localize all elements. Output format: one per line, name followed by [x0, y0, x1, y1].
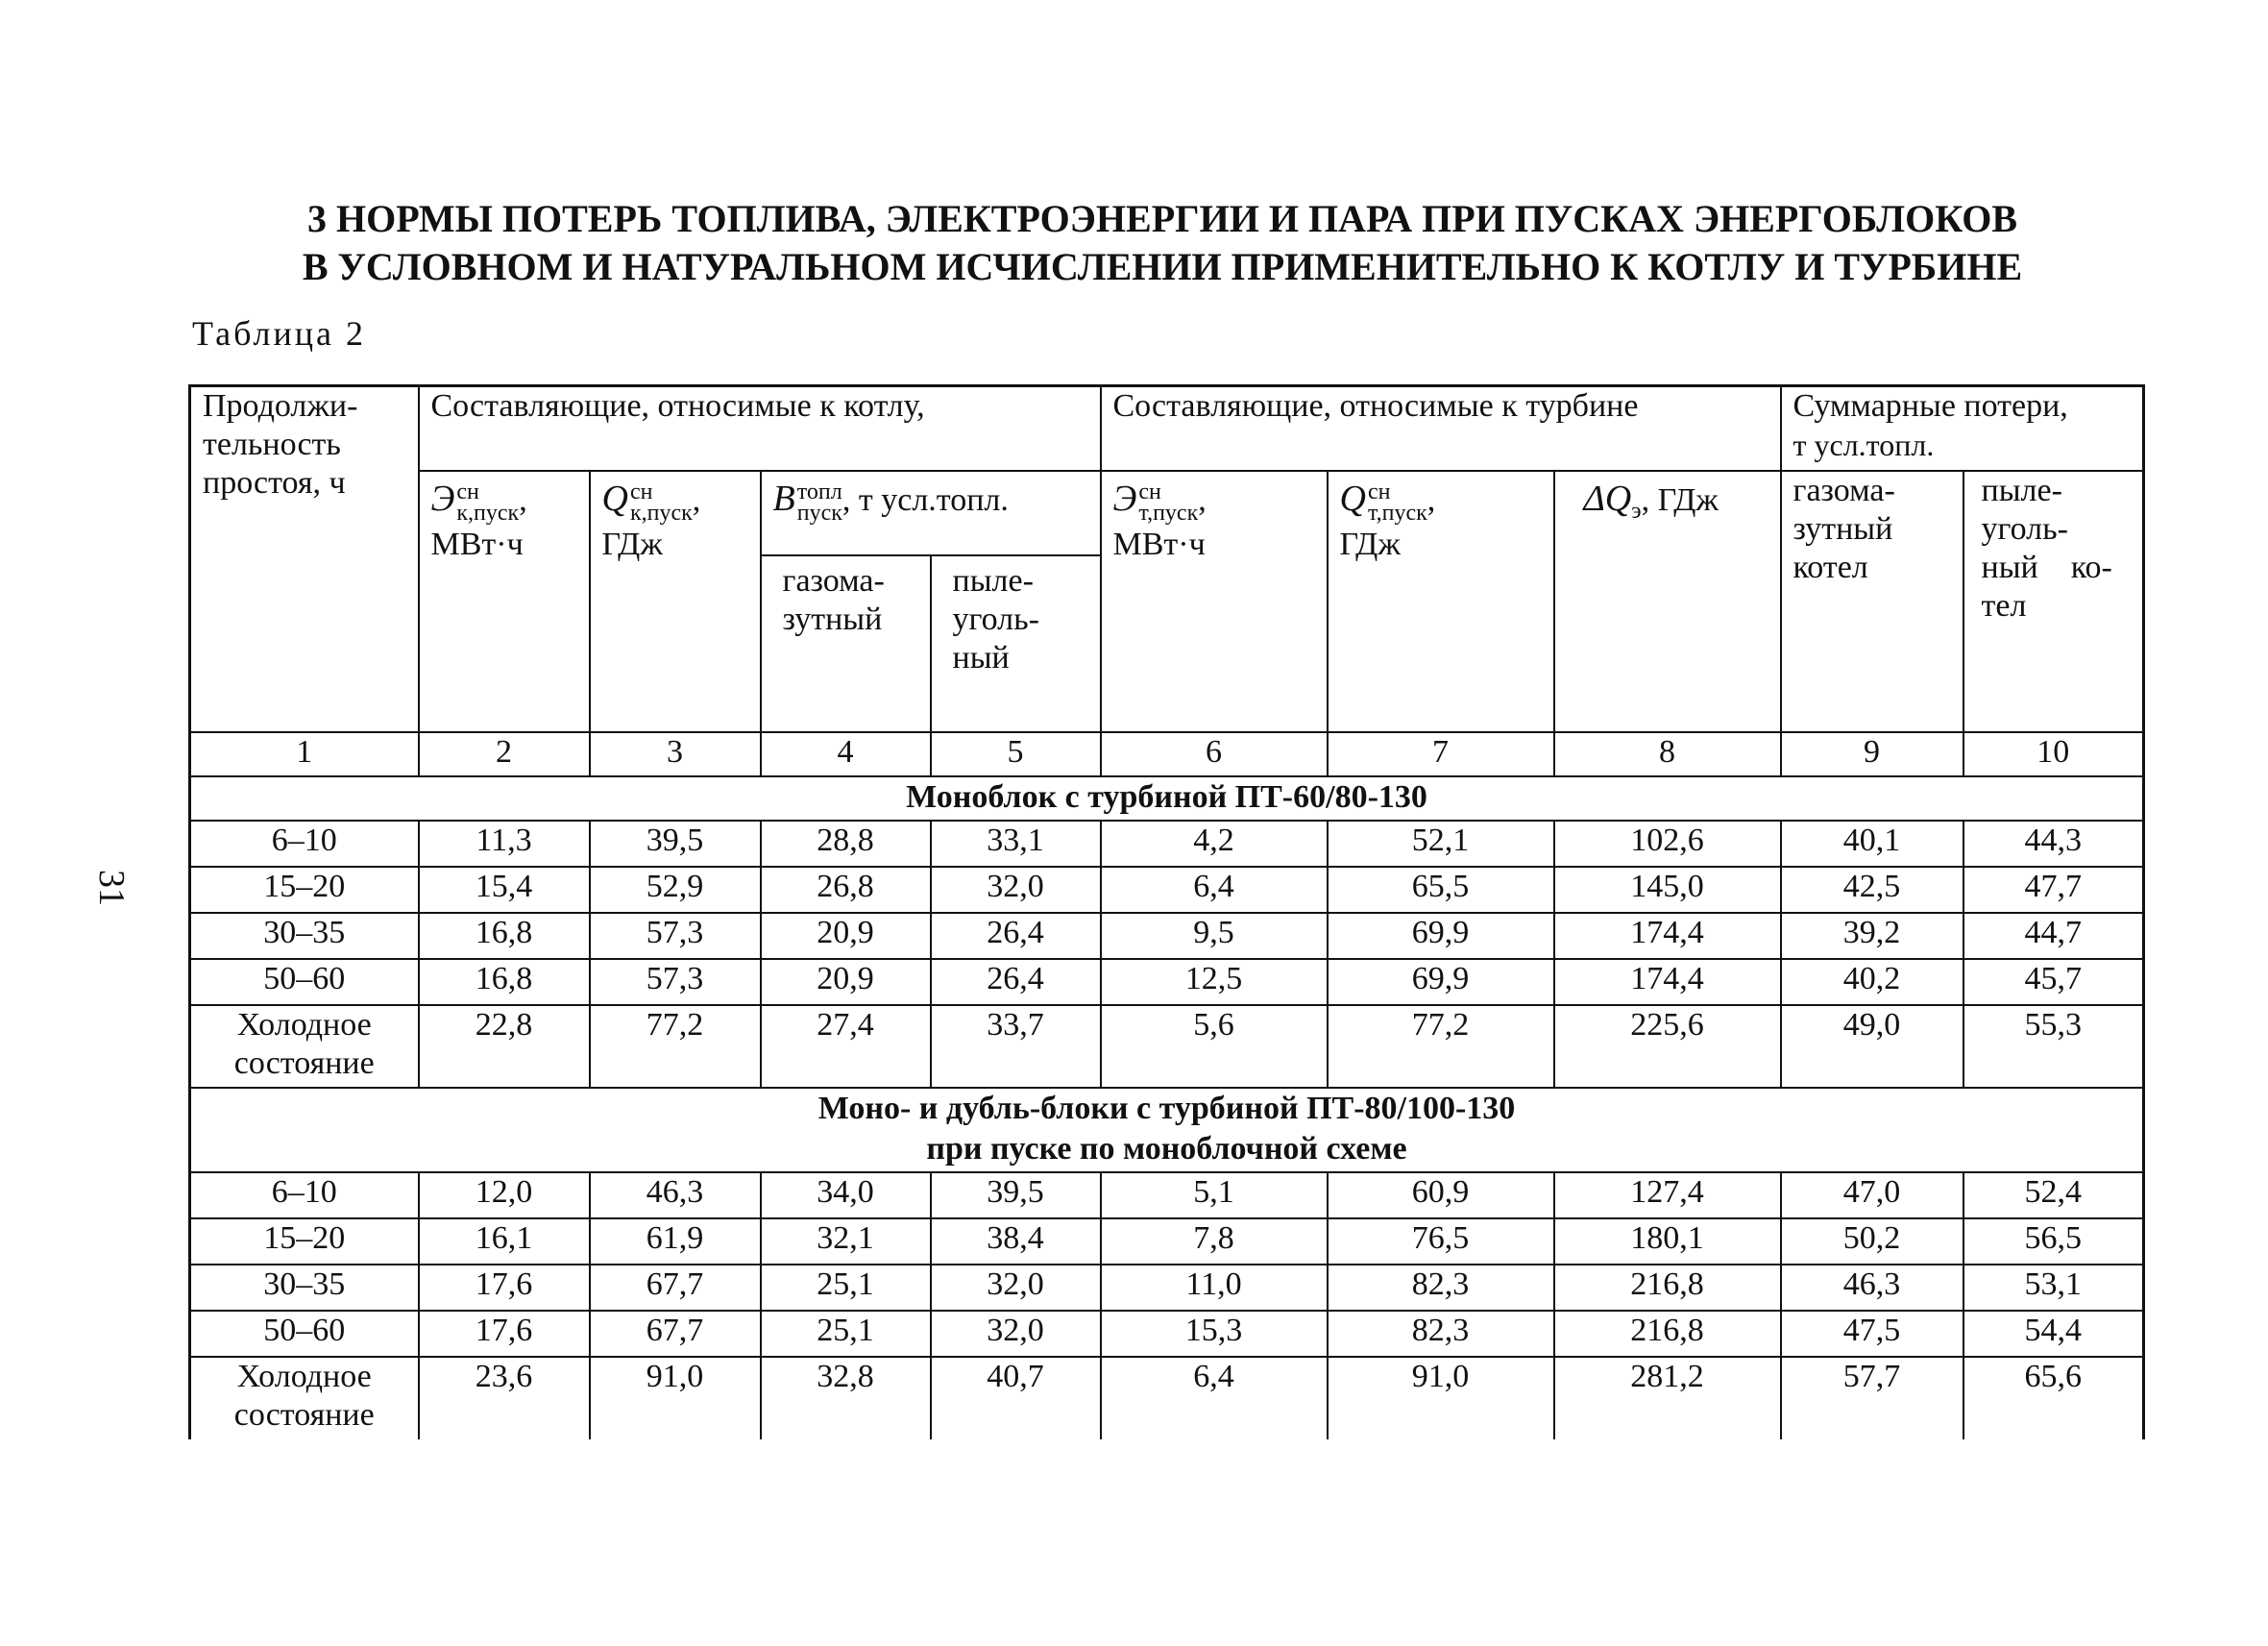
table-cell: 5,6 — [1101, 1005, 1328, 1088]
page-title — [144, 195, 2181, 291]
row-label-cell: 30–35 — [190, 913, 419, 959]
table-cell: 91,0 — [590, 1357, 761, 1439]
superscript: сн — [1138, 479, 1161, 504]
row-label-cell: 6–10 — [190, 821, 419, 867]
table-row — [190, 821, 2144, 867]
col-number: 9 — [1781, 732, 1963, 776]
table-cell: 67,7 — [590, 1265, 761, 1311]
table-cell: 25,1 — [761, 1311, 931, 1357]
table-row — [190, 1172, 2144, 1218]
table-cell: 33,7 — [931, 1005, 1101, 1088]
table-cell: 42,5 — [1781, 867, 1963, 913]
header-line: газома- — [782, 562, 885, 599]
subscript: к,пуск — [629, 500, 693, 526]
header-duration-line: Продолжи- — [203, 388, 358, 424]
table-cell: 91,0 — [1328, 1357, 1554, 1439]
page-number: 31 — [91, 870, 132, 906]
table-cell: 82,3 — [1328, 1311, 1554, 1357]
table-cell: 20,9 — [761, 913, 931, 959]
table-cell: 61,9 — [590, 1218, 761, 1265]
table-cell: 11,3 — [419, 821, 590, 867]
table-cell: 27,4 — [761, 1005, 931, 1088]
table-cell: 38,4 — [931, 1218, 1101, 1265]
header-col-2: Э сн к,пуск , МВт·ч — [419, 471, 590, 732]
table-cell: 53,1 — [1963, 1265, 2144, 1311]
table-row — [190, 1357, 2144, 1439]
table-cell: 22,8 — [419, 1005, 590, 1088]
table-row — [190, 1218, 2144, 1265]
table-cell: 26,4 — [931, 913, 1101, 959]
row-label-cell: 6–10 — [190, 1172, 419, 1218]
table-cell: 46,3 — [590, 1172, 761, 1218]
table-cell: 34,0 — [761, 1172, 931, 1218]
table-cell: 20,9 — [761, 959, 931, 1005]
table-cell: 26,4 — [931, 959, 1101, 1005]
table-cell: 32,0 — [931, 867, 1101, 913]
table-cell: 47,7 — [1963, 867, 2144, 913]
table-cell: 44,7 — [1963, 913, 2144, 959]
col-number: 2 — [419, 732, 590, 776]
row-label-cell: 30–35 — [190, 1265, 419, 1311]
table-cell: 127,4 — [1554, 1172, 1781, 1218]
table-cell: 69,9 — [1328, 913, 1554, 959]
table-cell: 174,4 — [1554, 959, 1781, 1005]
col-number: 10 — [1963, 732, 2144, 776]
col-number: 3 — [590, 732, 761, 776]
title-line-2: В УСЛОВНОМ И НАТУРАЛЬНОМ ИСЧИСЛЕНИИ ПРИМЕНИТЕЛЬНО К КОТЛУ И ТУРБИНЕ — [302, 245, 2023, 288]
table-cell: 16,8 — [419, 959, 590, 1005]
table-cell: 17,6 — [419, 1265, 590, 1311]
table-cell: 46,3 — [1781, 1265, 1963, 1311]
row-label-cell: 50–60 — [190, 1311, 419, 1357]
table-cell: 49,0 — [1781, 1005, 1963, 1088]
row-label-cell: Холодное состояние — [190, 1005, 419, 1088]
table-cell: 54,4 — [1963, 1311, 2144, 1357]
table-row — [190, 1265, 2144, 1311]
table-cell: 52,4 — [1963, 1172, 2144, 1218]
header-col-7: Q сн т,пуск , ГДж — [1328, 471, 1554, 732]
table-cell: 65,6 — [1963, 1357, 2144, 1439]
table-cell: 16,8 — [419, 913, 590, 959]
header-col-3: Q сн к,пуск , ГДж — [590, 471, 761, 732]
unit: ГДж — [1657, 481, 1719, 518]
header-line: уголь- — [1981, 510, 2068, 547]
section-title-row — [190, 1088, 2144, 1172]
table-cell: 39,5 — [590, 821, 761, 867]
table-cell: 216,8 — [1554, 1311, 1781, 1357]
symbol: Q — [601, 478, 628, 519]
section-title-row — [190, 776, 2144, 821]
header-line: зутный — [782, 601, 883, 637]
table-cell: 11,0 — [1101, 1265, 1328, 1311]
table-cell: 40,1 — [1781, 821, 1963, 867]
col-number: 1 — [190, 732, 419, 776]
col-number: 6 — [1101, 732, 1328, 776]
title-line-1: 3 НОРМЫ ПОТЕРЬ ТОПЛИВА, ЭЛЕКТРОЭНЕРГИИ И ПАРА ПРИ ПУСКАХ ЭНЕРГОБЛОКОВ — [306, 197, 2018, 240]
table-cell: 7,8 — [1101, 1218, 1328, 1265]
header-col-6: Э сн т,пуск , МВт·ч — [1101, 471, 1328, 732]
header-col-9 — [1781, 471, 1963, 732]
table-cell: 17,6 — [419, 1311, 590, 1357]
table-cell: 76,5 — [1328, 1218, 1554, 1265]
table-row — [190, 913, 2144, 959]
table-cell: 15,4 — [419, 867, 590, 913]
table-cell: 25,1 — [761, 1265, 931, 1311]
section-title-line: при пуске по моноблочной схеме — [926, 1130, 1407, 1167]
header-line: ный ко- — [1981, 549, 2112, 585]
table-row — [190, 867, 2144, 913]
header-line: пыле- — [1981, 472, 2062, 508]
header-line: газома- — [1792, 472, 1895, 508]
table-row — [190, 959, 2144, 1005]
table-cell: 56,5 — [1963, 1218, 2144, 1265]
table-cell: 6,4 — [1101, 1357, 1328, 1439]
table-cell: 5,1 — [1101, 1172, 1328, 1218]
table-cell: 67,7 — [590, 1311, 761, 1357]
superscript: сн — [629, 479, 653, 504]
header-col-4-5: B топл пуск , т усл.топл. — [761, 471, 1101, 555]
table-cell: 52,1 — [1328, 821, 1554, 867]
table-cell: 44,3 — [1963, 821, 2144, 867]
table-cell: 225,6 — [1554, 1005, 1781, 1088]
table-cell: 50,2 — [1781, 1218, 1963, 1265]
symbol: Э — [1112, 478, 1137, 519]
table-cell: 57,7 — [1781, 1357, 1963, 1439]
table-cell: 47,0 — [1781, 1172, 1963, 1218]
symbol: B — [772, 478, 795, 519]
header-line: тел — [1981, 587, 2027, 624]
subscript: э — [1631, 498, 1642, 524]
table-cell: 174,4 — [1554, 913, 1781, 959]
header-duration — [190, 386, 419, 732]
table-cell: 23,6 — [419, 1357, 590, 1439]
table-cell: 40,7 — [931, 1357, 1101, 1439]
table-cell: 40,2 — [1781, 959, 1963, 1005]
subscript: пуск — [796, 500, 842, 526]
table-cell: 16,1 — [419, 1218, 590, 1265]
section-title-line: Моно- и дубль-блоки с турбиной ПТ-80/100-130 — [817, 1090, 1516, 1126]
table-cell: 12,0 — [419, 1172, 590, 1218]
table-cell: 9,5 — [1101, 913, 1328, 959]
header-duration-line: тельность — [203, 427, 341, 462]
table-cell: 77,2 — [1328, 1005, 1554, 1088]
header-col-4 — [761, 555, 931, 732]
symbol: Э — [430, 478, 455, 519]
subscript: к,пуск — [456, 500, 520, 526]
col-number: 5 — [931, 732, 1101, 776]
header-line: уголь- — [952, 601, 1039, 637]
superscript: топл — [796, 479, 842, 504]
table-cell: 77,2 — [590, 1005, 761, 1088]
table-cell: 28,8 — [761, 821, 931, 867]
subscript: т,пуск — [1367, 500, 1427, 526]
table-cell: 39,2 — [1781, 913, 1963, 959]
table-cell: 57,3 — [590, 913, 761, 959]
section-title-line: Моноблок с турбиной ПТ-60/80-130 — [906, 778, 1427, 815]
header-line: котел — [1792, 549, 1868, 585]
header-line: зутный — [1792, 510, 1893, 547]
table-cell: 12,5 — [1101, 959, 1328, 1005]
subscript: т,пуск — [1138, 500, 1199, 526]
section-title — [190, 776, 2144, 821]
table-row — [190, 1311, 2144, 1357]
header-col-10 — [1963, 471, 2144, 732]
table-cell: 281,2 — [1554, 1357, 1781, 1439]
header-col-8: $\Delta Q_э$, ГДж — [1554, 471, 1781, 732]
norms-table — [188, 384, 2145, 1439]
table-cell: 45,7 — [1963, 959, 2144, 1005]
header-boiler-group: Составляющие, относимые к котлу, — [419, 386, 1101, 471]
table-cell: 33,1 — [931, 821, 1101, 867]
unit: ГДж — [601, 526, 663, 562]
table-cell: 52,9 — [590, 867, 761, 913]
col-number: 4 — [761, 732, 931, 776]
table-cell: 6,4 — [1101, 867, 1328, 913]
table-cell: 69,9 — [1328, 959, 1554, 1005]
section-title — [190, 1088, 2144, 1172]
header-line: пыле- — [952, 562, 1034, 599]
table-cell: 216,8 — [1554, 1265, 1781, 1311]
table-cell: 180,1 — [1554, 1218, 1781, 1265]
unit: ГДж — [1339, 526, 1401, 562]
table-cell: 65,5 — [1328, 867, 1554, 913]
row-label-cell: Холодное состояние — [190, 1357, 419, 1439]
row-label-cell: 15–20 — [190, 1218, 419, 1265]
table-cell: 145,0 — [1554, 867, 1781, 913]
table-row — [190, 1005, 2144, 1088]
table-cell: 32,0 — [931, 1265, 1101, 1311]
table-cell: 57,3 — [590, 959, 761, 1005]
header-line: ный — [952, 639, 1010, 676]
table-cell: 102,6 — [1554, 821, 1781, 867]
unit: МВт·ч — [430, 526, 524, 562]
table-cell: 15,3 — [1101, 1311, 1328, 1357]
superscript: сн — [456, 479, 479, 504]
row-label-cell: 15–20 — [190, 867, 419, 913]
table-cell: 47,5 — [1781, 1311, 1963, 1357]
superscript: сн — [1367, 479, 1391, 504]
col-number: 7 — [1328, 732, 1554, 776]
table-cell: 39,5 — [931, 1172, 1101, 1218]
header-total-line: Суммарные потери, — [1792, 388, 2068, 424]
table-label: Таблица 2 — [192, 314, 366, 353]
table-cell: 26,8 — [761, 867, 931, 913]
header-total-line: т усл.топл. — [1792, 428, 1935, 462]
table-cell: 55,3 — [1963, 1005, 2144, 1088]
table-cell: 82,3 — [1328, 1265, 1554, 1311]
table-cell: 32,1 — [761, 1218, 931, 1265]
unit: МВт·ч — [1112, 526, 1206, 562]
table-cell: 60,9 — [1328, 1172, 1554, 1218]
header-duration-line: простоя, ч — [203, 465, 346, 501]
header-col-5 — [931, 555, 1101, 732]
table-cell: 32,0 — [931, 1311, 1101, 1357]
col-number: 8 — [1554, 732, 1781, 776]
symbol: Q — [1339, 478, 1366, 519]
symbol: ΔQ — [1583, 478, 1632, 519]
table-cell: 4,2 — [1101, 821, 1328, 867]
table-cell: 32,8 — [761, 1357, 931, 1439]
header-total-group — [1781, 386, 2144, 471]
table-body — [190, 776, 2144, 1439]
header-turbine-group: Составляющие, относимые к турбине — [1101, 386, 1781, 471]
row-label-cell: 50–60 — [190, 959, 419, 1005]
unit: т усл.топл. — [858, 481, 1009, 518]
